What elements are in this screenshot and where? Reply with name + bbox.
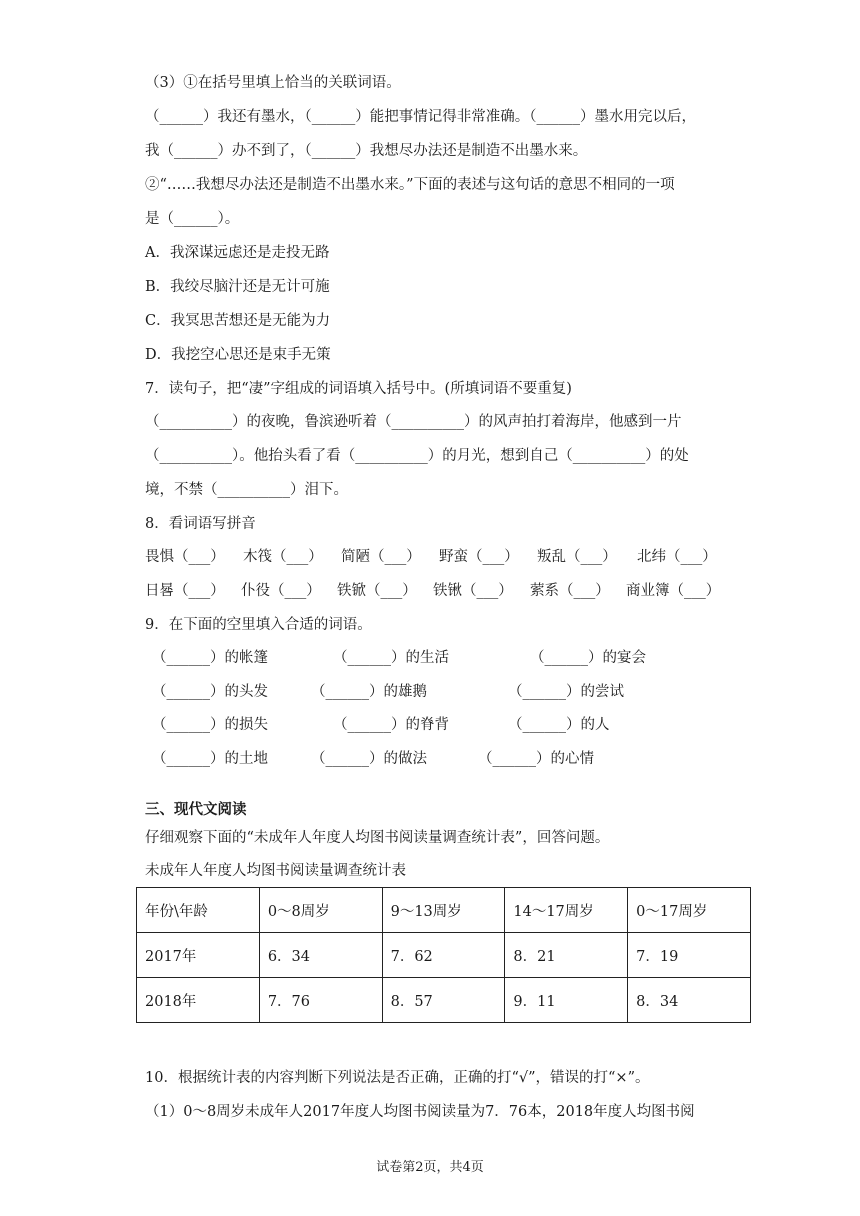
pinyin-item: 铁锨（___） [337, 583, 417, 599]
pinyin-item: 木筏（___） [243, 549, 323, 565]
page-footer: 试卷第2页，共4页 [376, 1160, 484, 1175]
q7-title: 7．读句子，把“凄”字组成的词语填入括号中。(所填词语不要重复) [145, 381, 572, 397]
table-header-cell: 14～17周岁 [505, 888, 628, 933]
table-header-cell: 0～17周岁 [628, 888, 751, 933]
q7-line2: （__________）。他抬头看了看（__________）的月光，想到自己（__________）的处 [145, 448, 689, 464]
table-cell: 8．57 [382, 978, 505, 1023]
table-cell: 2017年 [137, 933, 260, 978]
table-header-row [137, 888, 751, 933]
fill-item: （______）的损失 [152, 717, 268, 733]
pinyin-item: 商业簿（___） [626, 583, 721, 599]
table-row [137, 933, 751, 978]
q3-option-c: C．我冥思苦想还是无能为力 [145, 313, 331, 329]
pinyin-item: 仆役（___） [241, 583, 321, 599]
q3-option-d: D．我挖空心思还是束手无策 [145, 347, 331, 363]
table-cell: 6．34 [259, 933, 382, 978]
pinyin-item: 叛乱（___） [537, 549, 617, 565]
q3-title: （3）①在括号里填上恰当的关联词语。 [145, 75, 401, 91]
q10-line1: （1）0～8周岁未成年人2017年度人均图书阅读量为7．76本，2018年度人均图书阅 [145, 1104, 695, 1120]
fill-item: （______）的心情 [478, 751, 594, 767]
pinyin-item: 日晷（___） [145, 583, 225, 599]
fill-item: （______）的脊背 [333, 717, 449, 733]
q9-title: 9．在下面的空里填入合适的词语。 [145, 617, 372, 633]
pinyin-item: 畏惧（___） [145, 549, 225, 565]
table-cell: 8．21 [505, 933, 628, 978]
section-heading: 三、现代文阅读 [145, 802, 247, 818]
fill-item: （______）的人 [508, 717, 610, 733]
section-intro: 仔细观察下面的“未成年人年度人均图书阅读量调查统计表”，回答问题。 [145, 830, 610, 846]
pinyin-item: 简陋（___） [341, 549, 421, 565]
fill-item: （______）的生活 [333, 650, 449, 666]
fill-item: （______）的土地 [152, 751, 268, 767]
fill-item: （______）的雄鹅 [311, 684, 427, 700]
pinyin-item: 萦系（___） [530, 583, 610, 599]
table-row [137, 978, 751, 1023]
table-header-cell: 年份\年龄 [137, 888, 260, 933]
table-cell: 9．11 [505, 978, 628, 1023]
table-header-cell: 0～8周岁 [259, 888, 382, 933]
fill-item: （______）的做法 [311, 751, 427, 767]
fill-item: （______）的头发 [152, 684, 268, 700]
table-cell: 8．34 [628, 978, 751, 1023]
table-header-cell: 9～13周岁 [382, 888, 505, 933]
q3-line4: 是（______）。 [145, 211, 240, 227]
table-title: 未成年人年度人均图书阅读量调查统计表 [145, 863, 406, 879]
q3-line2: 我（______）办不到了，（______）我想尽办法还是制造不出墨水来。 [145, 143, 588, 159]
fill-item: （______）的宴会 [530, 650, 646, 666]
stats-table [136, 887, 751, 1023]
fill-item: （______）的尝试 [508, 684, 624, 700]
table-cell: 7．76 [259, 978, 382, 1023]
pinyin-item: 野蛮（___） [439, 549, 519, 565]
pinyin-item: 铁锹（___） [433, 583, 513, 599]
fill-item: （______）的帐篷 [152, 650, 268, 666]
q7-line1: （__________）的夜晚，鲁滨逊听着（__________）的风声拍打着海岸，他感到一片 [145, 414, 682, 430]
q8-title: 8．看词语写拼音 [145, 516, 256, 532]
q10-title: 10．根据统计表的内容判断下列说法是否正确，正确的打“√”，错误的打“×”。 [145, 1070, 650, 1086]
q7-line3: 境，不禁（__________）泪下。 [145, 482, 348, 498]
q3-line3: ②“……我想尽办法还是制造不出墨水来。”下面的表述与这句话的意思不相同的一项 [145, 177, 675, 193]
table-cell: 7．62 [382, 933, 505, 978]
table-cell: 2018年 [137, 978, 260, 1023]
q3-line1: （______）我还有墨水，（______）能把事情记得非常准确。（______）墨水用完以后， [145, 109, 696, 125]
table-cell: 7．19 [628, 933, 751, 978]
q3-option-b: B．我绞尽脑汁还是无计可施 [145, 279, 330, 295]
pinyin-item: 北纬（___） [637, 549, 717, 565]
q3-option-a: A．我深谋远虑还是走投无路 [145, 245, 330, 261]
